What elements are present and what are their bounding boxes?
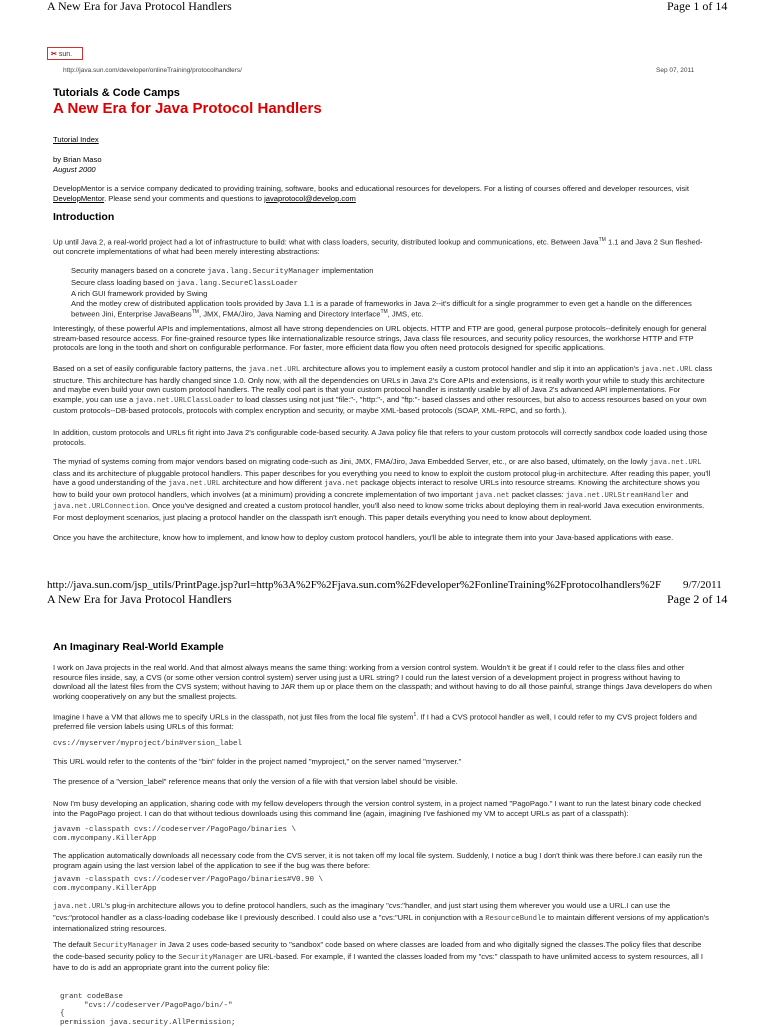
footer-url: http://java.sun.com/jsp_utils/PrintPage.jsp?url=http%3A%2F%2Fjava.sun.com%2Fdeveloper%2FonlineTraining%2Fprotocolhandlers%2F [47,579,667,591]
text: packet classes: [510,490,566,499]
paragraph-2: Interestingly, of these powerful APIs and implementations, almost all have strong dependencies on URL objects. HTTP and FTP are good, general purpose protocols--definitely enough for general stream-based resource access. For fine-grained resource types like internationalizable resource strings, Java class file resources, and security policy resources, the workhorse HTTP and FTP protocols are long in the tooth and short on configurable performance. For faster, more efficient data flow you often need protocols designed for specific applications. [53,324,713,353]
text: 1.1 and Java 2 Sun fleshed-out concrete implementations of what had been merely interesting abstractions: [53,238,703,257]
p2-paragraph-7 [53,901,713,934]
code-line: grant codeBase [60,993,236,1002]
dm-text-2: . Please send your comments and questions to [104,194,264,203]
text: Security managers based on a concrete [71,266,207,275]
text: package objects interact to resolve URLs into resource streams. Knowing the architecture shows you how to build your own protocol handlers, which involves (at a minimum) providing a concrete implementation of two important [53,478,700,499]
paragraph-5 [53,457,713,523]
code-line: "cvs://codeserver/PagoPago/bin/-" [60,1002,236,1011]
text: 's plug-in architecture allows you to define protocol handlers, such as the imaginary "cvs:"handler, and just start using them wherever you would use a URL.I can use the "cvs:"protocol handler as a class-loading codebase like I previously described. I could also use a "cvs:"URL in conjunction with a [53,901,670,922]
text: The default [53,940,93,949]
tm-mark: TM [599,237,606,243]
email-link[interactable]: javaprotocol@develop.com [264,194,356,203]
code-sample-1: cvs://myserver/myproject/bin#version_label [53,740,242,748]
list-item: A rich GUI framework provided by Swing [71,289,711,299]
code-line: javavm -classpath cvs://codeserver/PagoPago/binaries \ [53,826,296,835]
sun-logo [47,47,83,60]
p2-paragraph-6: The application automatically downloads all necessary code from the CVS server, it is not taken off my local file system. Suddenly, I notice a bug I don't think was there before.I can easily run the program again using the last version label of the application to see if the bug was there before: [53,851,713,870]
text: Up until Java 2, a real-world project had a lot of infrastructure to build: what with class loaders, security, distributed lookup and communications, etc. Between Java [53,238,599,247]
text: and [674,490,689,499]
paragraph-4: In addition, custom protocols and URLs fit right into Java 2's configurable code-based security. A Java policy file that refers to your custom protocols will correctly sandbox code loaded using those protocols. [53,428,713,447]
text: implementation [320,266,374,275]
code: java.net.URL [168,480,220,488]
code: SecurityManager [178,954,243,962]
text: , JMS, etc. [388,310,424,319]
p2-paragraph-2 [53,711,713,732]
code: java.lang.SecureClassLoader [177,280,299,288]
pub-date: August 2000 [53,165,96,174]
paragraph-3 [53,364,713,416]
list-item [71,278,711,290]
code-line: com.mycompany.KillerApp [53,885,323,894]
p2-paragraph-5: Now I'm busy developing an application, sharing code with my fellow developers through the version control system, in a project named "PagoPago." I want to run the latest binary code checked into the PagoPago project. I can do that without tedious downloads using this command line (again, imagining I've fashioned my VM to accept URLs as part of a classpath): [53,799,713,818]
page2-header-number: Page 2 of 14 [667,592,727,607]
byline: by Brian Maso [53,155,102,164]
text: Based on a set of easily configurable factory patterns, the [53,364,248,373]
text: The myriad of systems coming from major vendors based on migrating code-such as Jini, JMX, FMA/Jiro, Java Embedded Server, etc., or are also based, ultimately, on the lowly [53,457,650,466]
section-title: Tutorials & Code Camps [53,87,180,99]
text: class and its architecture of pluggable protocol handlers. This paper describes for you everything you need to know to exploit the custom protocol plug-in architecture. After reading this paper, you'll have a good understanding of the [53,469,710,488]
code-sample-2 [53,826,296,844]
code-line: permission java.security.AllPermission; [60,1019,236,1027]
developmentor-paragraph [53,184,713,203]
code: java.net.URLStreamHandler [566,492,674,500]
text: . If I had a CVS protocol handler as well, I could refer to my CVS project folders and preferred file version labels using URLs of this format: [53,713,697,732]
text: And the motley crew of distributed application tools provided by Java 1.1 is a parade of frameworks in Java 2--it's difficult for a single programmer to even get a handle on the differences between Jini, Enterprise JavaBeans [71,299,692,319]
dm-text: DevelopMentor is a service company dedicated to providing training, software, books and educational resources for developers. For a listing of courses offered and developer resources, visit [53,184,689,193]
code-line: com.mycompany.KillerApp [53,835,296,844]
code: SecurityManager [93,942,158,950]
code: java.net.URL [53,903,105,911]
text: Imagine I have a VM that allows me to specify URLs in the classpath, not just files from the local file system [53,713,413,722]
text: to load classes using not just "file:"-, "http:"-, and "ftp:"- based classes and other resources, but also to access resources based on your own custom protocols--DB-based protocols, protocols with complex encryption and security, or maybe XML-based protocols (SOAP, XML-RPC, and so forth.). [53,395,707,416]
p2-paragraph-8 [53,940,713,973]
code-line: { [60,1010,236,1019]
footer-date: 9/7/2011 [683,579,722,591]
code: java.lang.SecurityManager [207,268,320,276]
code-sample-3 [53,876,323,894]
text: architecture and how different [220,478,324,487]
tm-mark: TM [380,309,387,315]
list-item [71,266,711,278]
code: java.net.URL [641,366,693,374]
logo-text: sun. [59,51,72,58]
code: java.net.URL [248,366,300,374]
p2-paragraph-1: I work on Java projects in the real world. And that almost always means the same thing: working from a version control system. Wouldn't it be great if I could refer to the class files and other resource files inside, say, a CVS (or some other version control system) server using just a URL string? I could run the latest version of a development project in progress without having to download all the latest files from the CVS system; without having to JAR them up or place them on the classpath; and without having to do all those painful, strange things Java developers do when working cooperatively on any but the smallest projects. [53,663,713,701]
code-sample-4 [60,993,236,1027]
page-header-title: A New Era for Java Protocol Handlers [47,0,232,14]
source-date: Sep 07, 2011 [656,67,694,74]
text: in Java 2 uses code-based security to "sandbox" code based on where classes are loaded from and who digitally signed the classes.The policy files that describe the code-based security policy to the [53,940,701,961]
paragraph-6: Once you have the architecture, know how to implement, and know how to deploy custom protocol handlers, you'll be able to integrate them into your Java-based applications with ease. [53,533,713,543]
source-url: http://java.sun.com/developer/onlineTraining/protocolhandlers/ [63,67,242,74]
abstractions-list [71,266,711,320]
developmentor-link[interactable]: DevelopMentor [53,194,104,203]
section-heading: An Imaginary Real-World Example [53,641,224,653]
list-item [71,299,711,320]
page2-header-title: A New Era for Java Protocol Handlers [47,592,232,607]
page-header-number: Page 1 of 14 [667,0,727,14]
text: architecture allows you to implement easily a custom protocol handler and slip it into an application's [300,364,641,373]
code: java.net.URLClassLoader [135,397,234,405]
intro-paragraph [53,236,713,257]
text: are URL-based. For example, if I wanted the classes loaded from my "cvs:" classpath to have unlimited access to system resources, all I have to do is add an appropriate grant into the current policy file: [53,952,703,973]
code: java.net [324,480,359,488]
code: java.net [475,492,510,500]
text: . Once you've designed and created a custom protocol handler, you'll also need to know some tricks about deploying them in real-world Java execution environments. For most deployment scenarios, just placing a protocol handler on the classpath isn't enough. This paper details everything you need to know about deployment. [53,501,704,522]
text: , JMX, FMA/Jiro, Java Naming and Directory Interface [199,310,380,319]
footnote-ref[interactable]: 1 [413,712,416,718]
code: java.net.URL [650,459,702,467]
text: to maintain different versions of my application's internationalized string resources. [53,913,709,934]
p2-paragraph-4: The presence of a "version_label" reference means that only the version of a file with that version label should be visible. [53,777,713,787]
page-title: A New Era for Java Protocol Handlers [53,100,322,117]
tutorial-index-link[interactable]: Tutorial Index [53,135,99,144]
broken-image-icon: ✂ [51,51,57,58]
code-line: javavm -classpath cvs://codeserver/PagoPago/binaries#V0.90 \ [53,876,323,885]
tm-mark: TM [192,309,199,315]
code: java.net.URLConnection [53,503,148,511]
introduction-heading: Introduction [53,211,114,223]
p2-paragraph-3: This URL would refer to the contents of the "bin" folder in the project named "myproject," on the server named "myserver." [53,757,713,767]
code: ResourceBundle [485,915,545,923]
text: Secure class loading based on [71,278,177,287]
text: class structure. This architecture has hardly changed since 1.0. Only now, with all the dependencies on URLs in Java 2's Core APIs and extensions, is it really worth your while to study this architecture and maybe even build your own custom protocol handlers. The really cool part is that your custom protocol handler is instantly usable by all of Java 2's advanced API implementations. For example, you can use a [53,364,712,404]
